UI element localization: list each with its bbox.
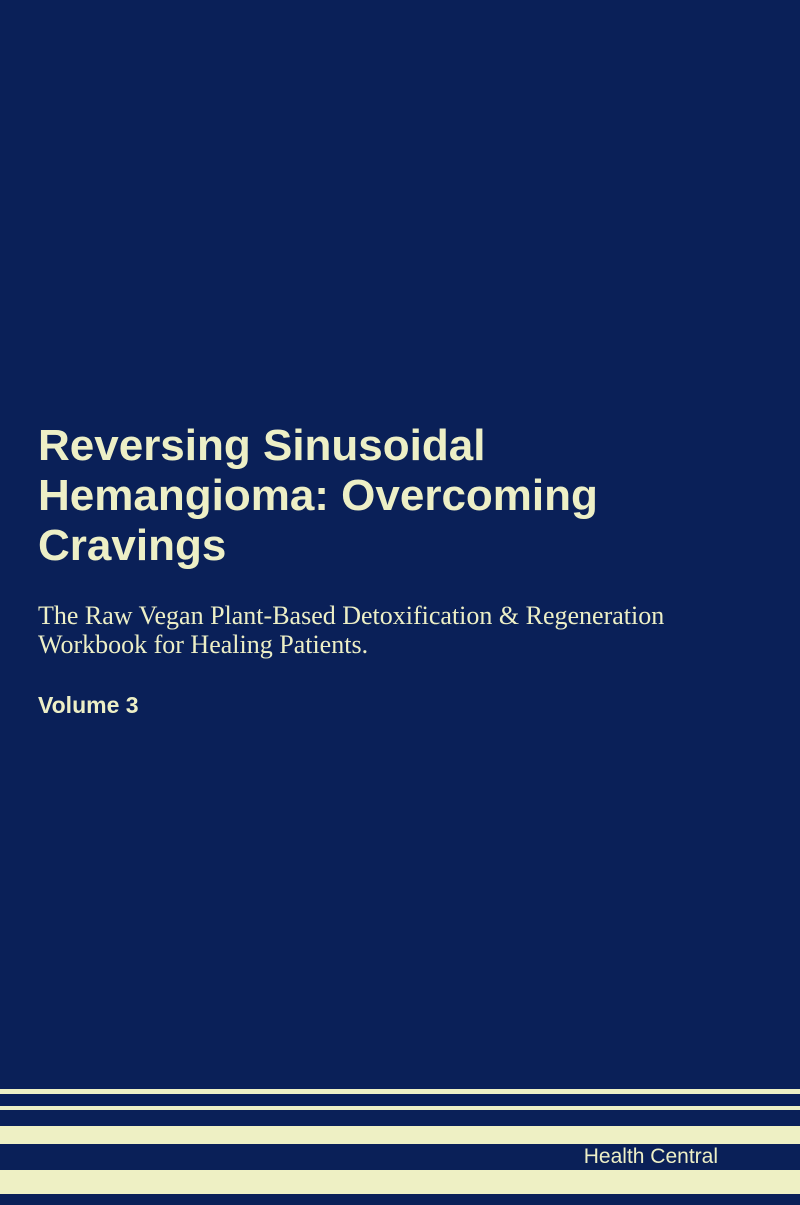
- publisher-name: Health Central: [583, 1145, 718, 1168]
- volume-label: Volume 3: [38, 692, 139, 718]
- footer-stripe-thin-1: [0, 1089, 800, 1094]
- footer-stripe-thin-2: [0, 1106, 800, 1110]
- footer-stripe-thick-2: [0, 1170, 800, 1194]
- book-title: Reversing Sinusoidal Hemangioma: Overcoming Cravings: [38, 421, 598, 570]
- footer-stripe-thick-1: [0, 1126, 800, 1144]
- book-subtitle: The Raw Vegan Plant-Based Detoxification & Regeneration Workbook for Healing Patients.: [38, 601, 665, 659]
- publisher-bar: [0, 1144, 800, 1170]
